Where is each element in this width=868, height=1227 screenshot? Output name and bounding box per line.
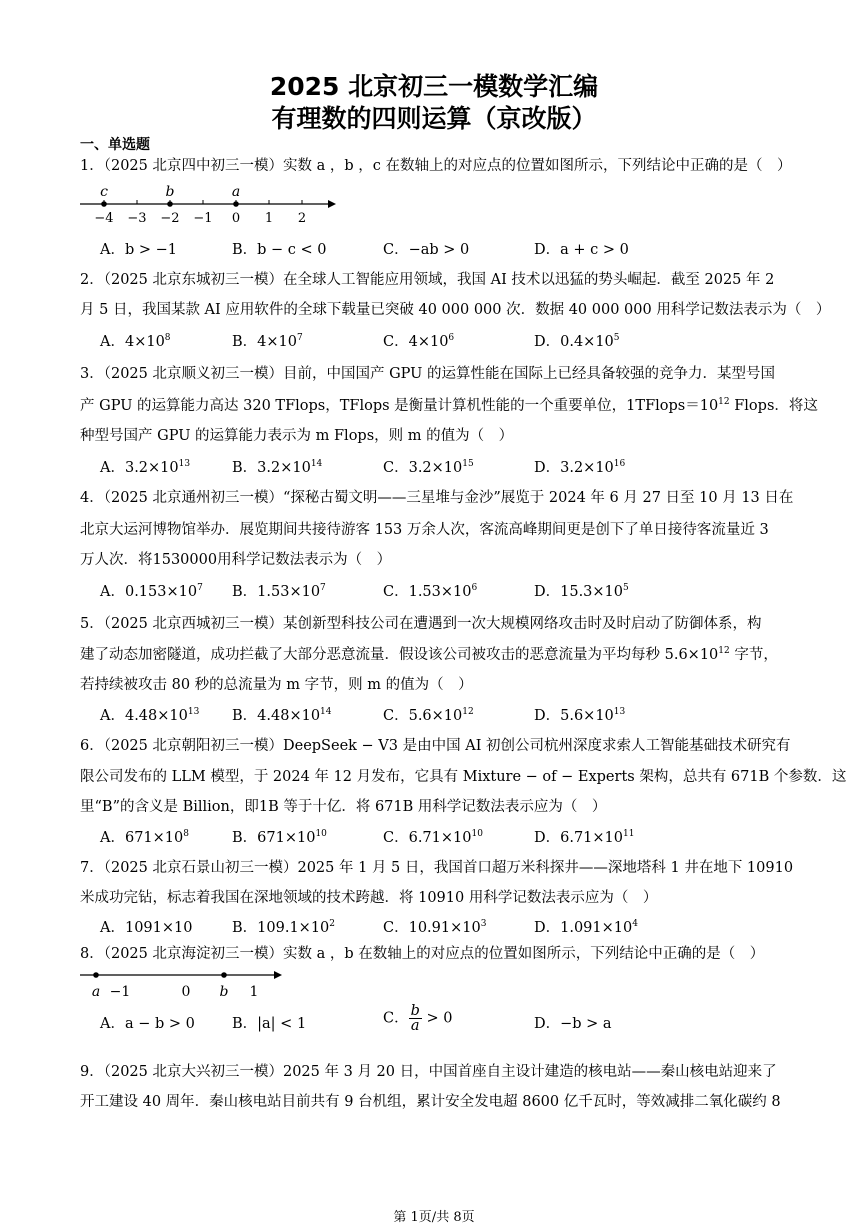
q2-option-a[interactable]: A．$4\times 10^8$: [100, 333, 171, 350]
q1-tick-label: 1: [264, 211, 274, 226]
q5-stem-1: 5．（2025 北京西城初三一模）某创新型科技公司在遭遇到一次大规模网络攻击时及时启动了防御体系，构: [80, 616, 762, 632]
q9-stem-1: 9．（2025 北京大兴初三一模）2025 年 3 月 20 日，中国首座自主设计建造的核电站——秦山核电站迎来了: [80, 1064, 777, 1080]
q8-axis-label: 1: [249, 984, 259, 1000]
q1-point-label: b: [165, 184, 175, 200]
q1-option-a[interactable]: A．b > −1: [100, 242, 177, 258]
doc-subtitle: 有理数的四则运算（京改版）: [271, 104, 597, 133]
page-footer: 第 1页/共 8页: [393, 1210, 475, 1225]
q8-option-a[interactable]: A．a − b > 0: [100, 1016, 195, 1032]
q1-number-line: [78, 182, 340, 228]
q3-option-b[interactable]: B．$3.2\times 10^{14}$: [232, 459, 323, 476]
q7-stem-2: 米成功完钻，标志着我国在深地领域的技术跨越．将 10910 用科学记数法表示应为（ ）: [80, 890, 658, 906]
q5-stem-2: 建了动态加密隧道，成功拦截了大部分恶意流量．假设该公司被攻击的恶意流量为平均每秒 $5.6\times 10^{12}$ 字节，: [80, 646, 778, 663]
q1-option-b[interactable]: B．b − c < 0: [232, 242, 327, 258]
q8-number-line: [78, 962, 288, 1002]
q4-stem-3: 万人次．将1530000用科学记数法表示为（ ）: [80, 552, 392, 568]
q1-tick-label: −2: [160, 211, 180, 226]
q5-option-c[interactable]: C．$5.6\times 10^{12}$: [383, 707, 474, 724]
q6-stem-1: 6．（2025 北京朝阳初三一模）DeepSeek − V3 是由中国 AI 初创公司杭州深度求索人工智能基础技术研究有: [80, 738, 791, 754]
section-heading: 一、单选题: [80, 137, 150, 153]
q5-option-a[interactable]: A．$4.48\times 10^{13}$: [100, 707, 200, 724]
q6-option-c[interactable]: C．$6.71\times 10^{10}$: [383, 829, 483, 846]
q4-stem-1: 4．（2025 北京通州初三一模）“探秘古蜀文明——三星堆与金沙”展览于 2024 年 6 月 27 日至 10 月 13 日在: [80, 490, 794, 506]
q1-point-label: a: [231, 184, 241, 200]
q5-stem-3: 若持续被攻击 80 秒的总流量为 m 字节，则 m 的值为（ ）: [80, 677, 473, 693]
q2-stem-1: 2．（2025 北京东城初三一模）在全球人工智能应用领域，我国 AI 技术以迅猛的势头崛起．截至 2025 年 2: [80, 272, 775, 288]
q8-stem: 8．（2025 北京海淀初三一模）实数 a ，b 在数轴上的对应点的位置如图所示，下列结论中正确的是（ ）: [80, 946, 765, 962]
q8-axis-label: b: [219, 984, 229, 1000]
q3-stem-2: 产 GPU 的运算能力高达 320 TFlops，TFlops 是衡量计算机性能的一个重要单位，$1TFlops=10^{12}$ Flops．将这: [80, 397, 818, 414]
q7-option-c[interactable]: C．$10.91\times 10^3$: [383, 919, 487, 936]
q1-tick-label: 0: [231, 211, 241, 226]
q5-option-b[interactable]: B．$4.48\times 10^{14}$: [232, 707, 332, 724]
q8-option-d[interactable]: D．−b > a: [534, 1016, 612, 1032]
q1-point-c: [101, 201, 107, 207]
q1-point-label: c: [100, 184, 108, 200]
q8-option-b[interactable]: B．|a| < 1: [232, 1016, 307, 1032]
q8-option-c[interactable]: C． $\frac{b}{a}$ > 0: [383, 1003, 453, 1034]
q1-tick-label: −3: [127, 211, 147, 226]
q6-option-b[interactable]: B．$671\times 10^{10}$: [232, 829, 327, 846]
q4-option-c[interactable]: C．$1.53\times 10^6$: [383, 583, 478, 600]
q1-option-d[interactable]: D．a + c > 0: [534, 242, 629, 258]
q8-axis-label: 0: [181, 984, 191, 1000]
q7-option-a[interactable]: A．1091×10: [100, 920, 193, 936]
q6-option-a[interactable]: A．$671\times 10^8$: [100, 829, 189, 846]
q3-option-c[interactable]: C．$3.2\times 10^{15}$: [383, 459, 474, 476]
q1-option-c[interactable]: C．−ab > 0: [383, 242, 470, 258]
q7-option-b[interactable]: B．$109.1\times 10^2$: [232, 919, 336, 936]
q8-fraction: $\frac{b}{a}$: [410, 1003, 420, 1034]
q2-option-b[interactable]: B．$4\times 10^7$: [232, 333, 303, 350]
q7-stem-1: 7．（2025 北京石景山初三一模）2025 年 1 月 5 日，我国首口超万米科探井——深地塔科 1 井在地下 10910: [80, 860, 794, 876]
q2-stem-2: 月 5 日，我国某款 AI 应用软件的全球下载量已突破 40 000 000 次．数据 40 000 000 用科学记数法表示为（ ）: [80, 302, 831, 318]
q3-stem-1: 3．（2025 北京顺义初三一模）目前，中国国产 GPU 的运算性能在国际上已经具备较强的竞争力．某型号国: [80, 366, 776, 382]
q6-stem-3: 里“B”的含义是 Billion，即1B 等于十亿．将 671B 用科学记数法表示应为（ ）: [80, 799, 607, 815]
q4-option-a[interactable]: A．$0.153\times 10^7$: [100, 583, 203, 600]
q9-stem-2: 开工建设 40 周年．秦山核电站目前共有 9 台机组，累计安全发电超 8600 亿千瓦时，等效减排二氧化碳约 8: [80, 1094, 781, 1110]
q5-option-d[interactable]: D．$5.6\times 10^{13}$: [534, 707, 626, 724]
q4-stem-2: 北京大运河博物馆举办．展览期间共接待游客 153 万余人次，客流高峰期间更是创下了单日接待客流量近 3: [80, 522, 769, 538]
q3-option-d[interactable]: D．$3.2\times 10^{16}$: [534, 459, 626, 476]
q6-stem-2: 限公司发布的 LLM 模型，于 2024 年 12 月发布，它具有 Mixture − of − Experts 架构，总共有 671B 个参数．这: [80, 769, 847, 785]
q1-tick-label: 2: [297, 211, 307, 226]
q8-axis-label: a: [91, 984, 101, 1000]
q1-tick-label: −1: [193, 211, 213, 226]
q6-option-d[interactable]: D．$6.71\times 10^{11}$: [534, 829, 635, 846]
q2-option-d[interactable]: D．$0.4\times 10^5$: [534, 333, 620, 350]
q1-tick-label: −4: [94, 211, 114, 226]
q8-axis-label: −1: [109, 984, 131, 1000]
q1-point-b: [167, 201, 173, 207]
q1-stem: 1．（2025 北京四中初三一模）实数 a ，b ，c 在数轴上的对应点的位置如图所示，下列结论中正确的是（ ）: [80, 158, 792, 174]
q4-option-d[interactable]: D．$15.3\times 10^5$: [534, 583, 629, 600]
doc-title: 2025 北京初三一模数学汇编: [269, 72, 599, 101]
q4-option-b[interactable]: B．$1.53\times 10^7$: [232, 583, 326, 600]
q3-option-a[interactable]: A．$3.2\times 10^{13}$: [100, 459, 191, 476]
q8-point-a: [93, 972, 99, 978]
q8-point-b: [221, 972, 227, 978]
q3-stem-3: 种型号国产 GPU 的运算能力表示为 m Flops，则 m 的值为（ ）: [80, 428, 514, 444]
q1-point-a: [233, 201, 239, 207]
q2-option-c[interactable]: C．$4\times 10^6$: [383, 333, 455, 350]
q7-option-d[interactable]: D．$1.091\times 10^4$: [534, 919, 638, 936]
